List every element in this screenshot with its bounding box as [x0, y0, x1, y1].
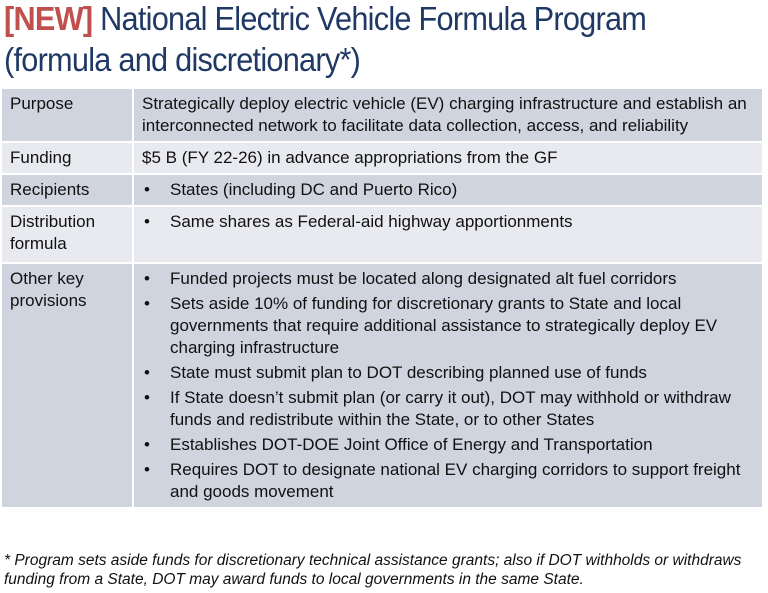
table-row-purpose: [2, 88, 762, 142]
bullet-icon: •: [144, 363, 150, 382]
table-row-other-provisions: [2, 263, 762, 507]
table-row-recipients: [2, 174, 762, 206]
list-item: • Requires DOT to designate national EV charging corridors to support freight and goods movement: [144, 460, 741, 501]
program-info-table: [2, 87, 762, 507]
title-line-2: (formula and discretionary*): [4, 41, 361, 78]
row-label: Distribution formula: [2, 206, 133, 263]
bullet-icon: •: [144, 435, 150, 454]
bullet-icon: •: [144, 212, 150, 231]
list-item: • Sets aside 10% of funding for discretionary grants to State and local governments that require additional assistance to strategically deploy EV charging infrastructure: [144, 294, 718, 357]
bullet-icon: •: [144, 269, 150, 288]
title-line-1: National Electric Vehicle Formula Program: [92, 0, 647, 37]
list-item: • Funded projects must be located along designated alt fuel corridors: [144, 269, 677, 288]
list-item: • State must submit plan to DOT describing planned use of funds: [144, 363, 647, 382]
row-label: Funding: [2, 142, 133, 174]
bullet-list: [142, 268, 754, 503]
footnote: * Program sets aside funds for discretionary technical assistance grants; also if DOT withholds or withdraws funding from a State, DOT may award funds to local governments in the same State.: [4, 552, 742, 588]
row-label: Purpose: [2, 88, 133, 142]
row-value: Strategically deploy electric vehicle (EV) charging infrastructure and establish an interconnected network to facilitate data collection, access, and reliability: [133, 88, 762, 142]
bullet-icon: •: [144, 388, 150, 407]
bullet-list: [142, 211, 754, 233]
row-label: Recipients: [2, 174, 133, 206]
list-item: • Same shares as Federal-aid highway apportionments: [144, 212, 573, 231]
bullet-icon: •: [144, 180, 150, 199]
bullet-icon: •: [144, 460, 150, 479]
row-label: Other key provisions: [2, 263, 133, 507]
row-value: [133, 263, 762, 507]
bullet-list: [142, 179, 754, 201]
list-item: • If State doesn’t submit plan (or carry it out), DOT may withhold or withdraw funds and redistribute within the State, or to other States: [144, 388, 731, 429]
table-row-funding: [2, 142, 762, 174]
list-item: • States (including DC and Puerto Rico): [144, 180, 458, 199]
row-value: [133, 206, 762, 263]
slide-title: [4, 0, 715, 80]
list-item: • Establishes DOT-DOE Joint Office of Energy and Transportation: [144, 435, 653, 454]
new-tag: [NEW]: [4, 0, 93, 37]
row-value: $5 B (FY 22-26) in advance appropriations from the GF: [133, 142, 762, 174]
table-row-distribution-formula: [2, 206, 762, 263]
row-value: [133, 174, 762, 206]
bullet-icon: •: [144, 294, 150, 313]
